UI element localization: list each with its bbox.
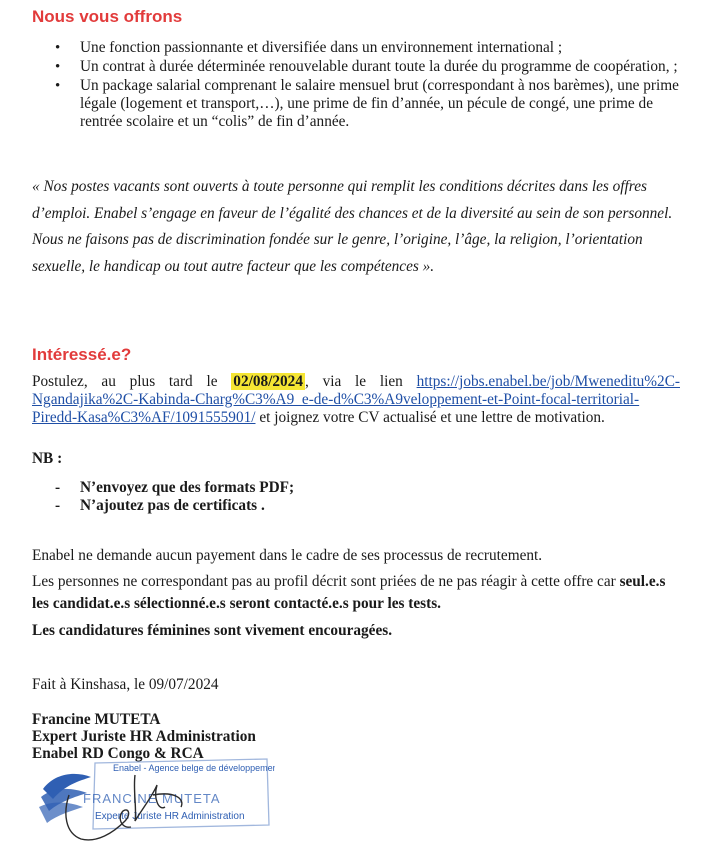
selection-notice-bold: seul.e.s les candidat.e.s sélectionné.e.s seront contacté.e.s pour les tests. [32,573,666,612]
signatory-org: Enabel RD Congo & RCA [32,745,204,762]
apply-paragraph [32,373,680,427]
no-payment-notice: Enabel ne demande aucun payement dans le cadre de ses processus de recrutement. [32,547,543,564]
nb-item: - N’ajoutez pas de certificats . [32,497,294,515]
apply-text-middle: , via le lien [304,373,403,390]
nb-item: - N’envoyez que des formats PDF; [32,479,294,497]
place-date: Fait à Kinshasa, le 09/07/2024 [32,676,219,693]
signatory-role: Expert Juriste HR Administration [32,728,256,745]
stamp-seal-icon [35,755,275,850]
signatory-name: Francine MUTETA [32,711,161,728]
deadline-date: 02/08/2024 [233,373,303,390]
handwritten-signature [66,775,182,840]
apply-text-after: et joignez votre CV actualisé et une lettre de motivation. [259,409,605,426]
offer-item: • Une fonction passionnante et diversifiée dans un environnement international ; [32,39,680,57]
offer-item: • Un contrat à durée déterminée renouvelable durant toute la durée du programme de coopération, ; [32,58,680,76]
stamp-top-text: Enabel - Agence belge de développement [113,763,275,773]
selection-notice-text: Les personnes ne correspondant pas au profil décrit sont priées de ne pas réagir à cette offre car [32,573,616,590]
nb-label: NB : [32,450,63,467]
job-link[interactable]: https://jobs.enabel.be/job/Mweneditu%2C-Ngandajika%2C-Kabinda-Charg%C3%A9_e-de-d%C3%A9veloppement-et-Point-focal-territorial-Piredd-Kasa%C3%AF/1091555901/ [32,373,680,426]
apply-text-before: Postulez, au plus tard le [32,373,218,390]
stamp-name-text: FRANCINE MUTETA [83,791,221,806]
women-encouraged-notice: Les candidatures féminines sont vivement encouragées. [32,622,393,639]
offer-heading: Nous vous offrons [32,7,183,26]
nb-list [32,479,294,515]
diversity-statement: « Nos postes vacants sont ouverts à toute personne qui remplit les conditions décrites dans les offres d’emploi. Enabel s’engage en faveur de l’égalité des chances et de la diversité au sein de son personnel. Nous ne faisons pas de discrimination fondée sur le genre, l’origine, l’âge, la religion, l’orientation sexuelle, le handicap ou tout autre facteur que les compétences ». [32,178,673,275]
offer-list [32,39,680,132]
stamp-bottom-text: Experte Juriste HR Administration [95,811,245,822]
offer-item: • Un package salarial comprenant le salaire mensuel brut (correspondant à nos barèmes), une prime légale (logement et transport,…), une prime de fin d’année, un pécule de congé, une prime de rentrée scolaire et un “colis” de fin d’année. [32,77,680,131]
official-stamp [35,755,275,855]
interest-heading: Intéressé.e? [32,345,132,364]
selection-notice [32,571,682,615]
